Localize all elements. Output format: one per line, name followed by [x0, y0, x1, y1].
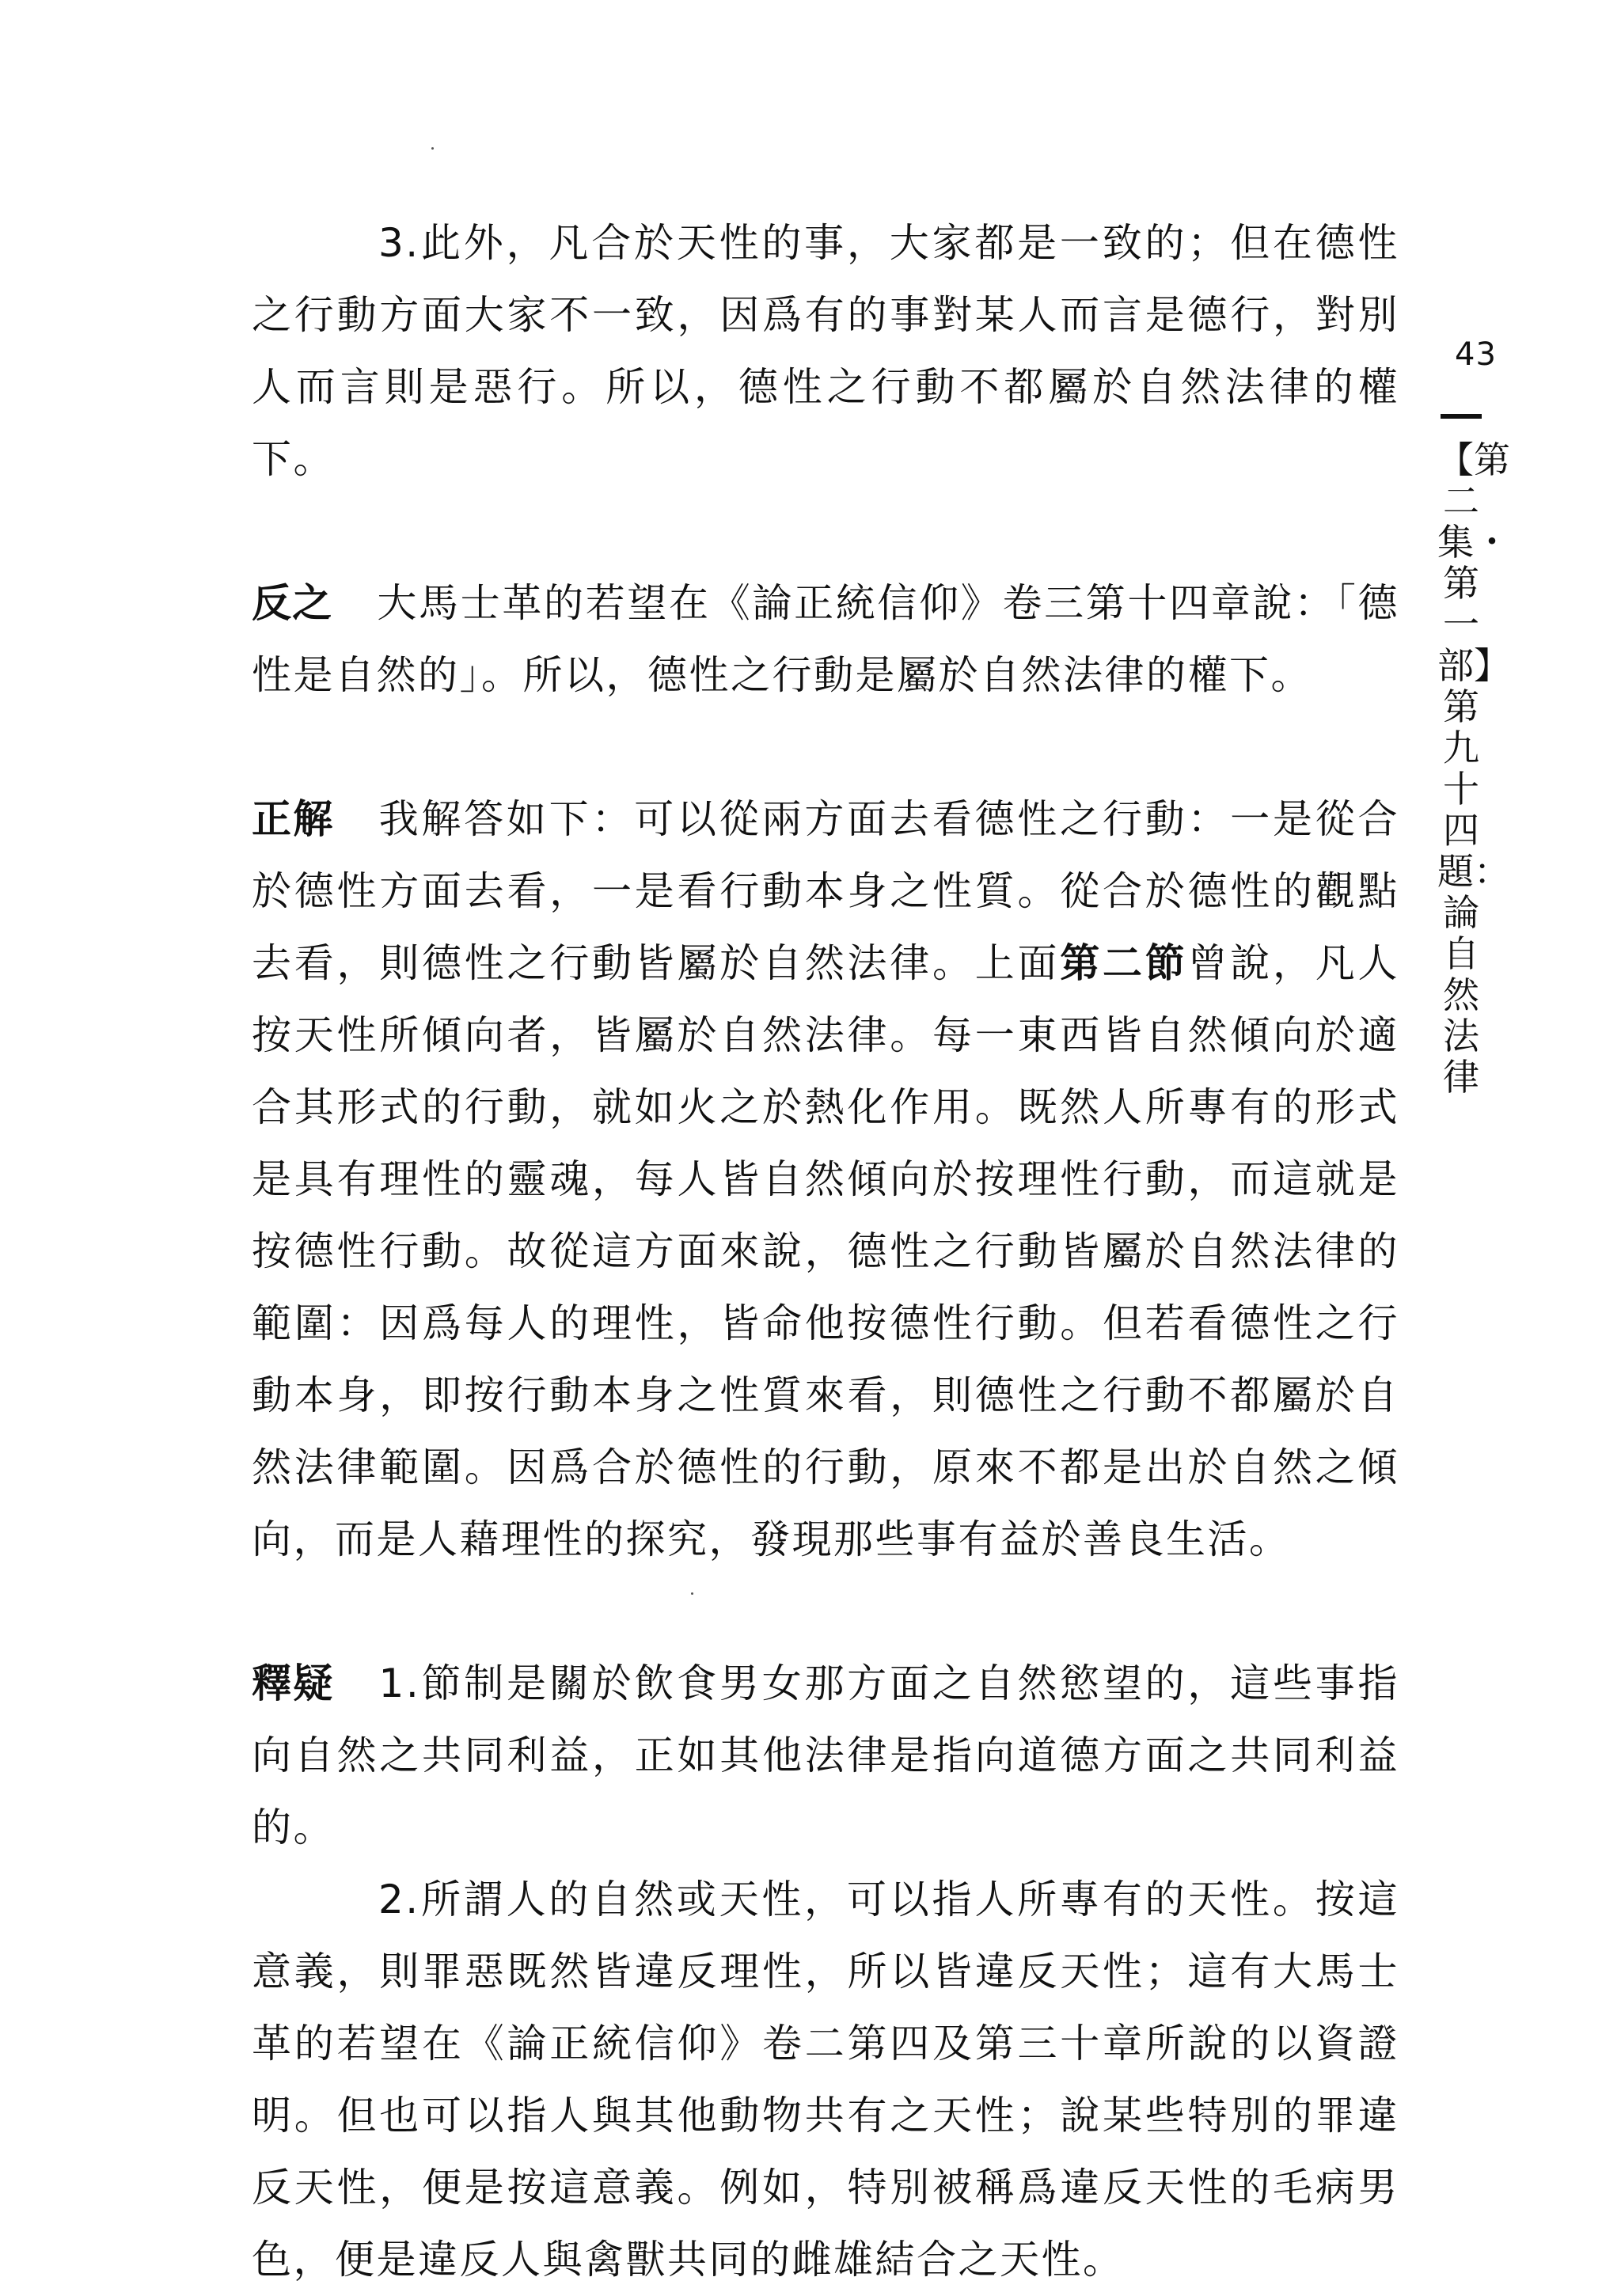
paragraph-text: 3.此外，凡合於天性的事，大家都是一致的；但在德性之行動方面大家不一致，因爲有的事對某人而言是德行，對別人而言則是惡行。所以，德性之行動不都屬於自然法律的權下。 [252, 220, 1399, 482]
paragraph-text: 曾說，凡人按天性所傾向者，皆屬於自然法律。每一東西皆自然傾向於適合其形式的行動，就如火之於熱化作用。既然人所專有的形式是具有理性的靈魂，每人皆自然傾向於按理性行動，而這就是按德性行動。故從這方面來說，德性之行動皆屬於自然法律的範圍：因爲每人的理性，皆命他按德性行動。但若看德性之行動本身，即按行動本身之性質來看，則德性之行動不都屬於自然法律範圍。因爲合於德性的行動，原來不都是出於自然之傾向，而是人藉理性的探究，發現那些事有益於善良生活。 [252, 940, 1399, 1562]
paragraph-text: 大馬士革的若望在《論正統信仰》卷三第十四章說：「德性是自然的」。所以，德性之行動是屬於自然法律的權下。 [252, 580, 1400, 698]
cross-reference-bold: 第二節 [1060, 940, 1188, 986]
paragraph-text: 1.節制是關於飲食男女那方面之自然慾望的，這些事指向自然之共同利益，正如其他法律是指向道德方面之共同利益的。 [252, 1660, 1399, 1850]
paragraph-objection-3 [252, 207, 1399, 495]
paragraph-reply-1 [252, 1648, 1399, 1864]
scan-speck [691, 1592, 693, 1595]
paragraph-response [252, 784, 1399, 1576]
header-rule [1441, 414, 1482, 419]
scan-speck [431, 147, 434, 150]
paragraph-sed-contra [252, 567, 1399, 712]
section-lead-fanzhi: 反之 [252, 580, 333, 626]
section-lead-shiyi: 釋疑 [252, 1660, 335, 1706]
paragraph-text: 2.所謂人的自然或天性，可以指人所專有的天性。按這意義，則罪惡既然皆違反理性，所以皆違反天性；這有大馬士革的若望在《論正統信仰》卷二第四及第三十章所說的以資證明。但也可以指人與其他動物共有之天性；說某些特別的罪違反天性，便是按這意義。例如，特別被稱爲違反天性的毛病男色，便是違反人與禽獸共同的雌雄結合之天性。 [252, 1877, 1399, 2283]
running-head: 【第二集・第一部】第九十四題：論自然法律 [1437, 438, 1510, 1099]
page-number: 43 [1455, 336, 1497, 373]
paragraph-reply-2 [252, 1864, 1399, 2296]
section-lead-zhengjie: 正解 [252, 796, 335, 842]
body-text [252, 207, 1399, 2296]
paragraph-text: 我解答如下：可以從兩方面去看德性之行動：一是從合於德性方面去看，一是看行動本身之性質。從合於德性的觀點去看，則德性之行動皆屬於自然法律。上面 [252, 796, 1400, 986]
